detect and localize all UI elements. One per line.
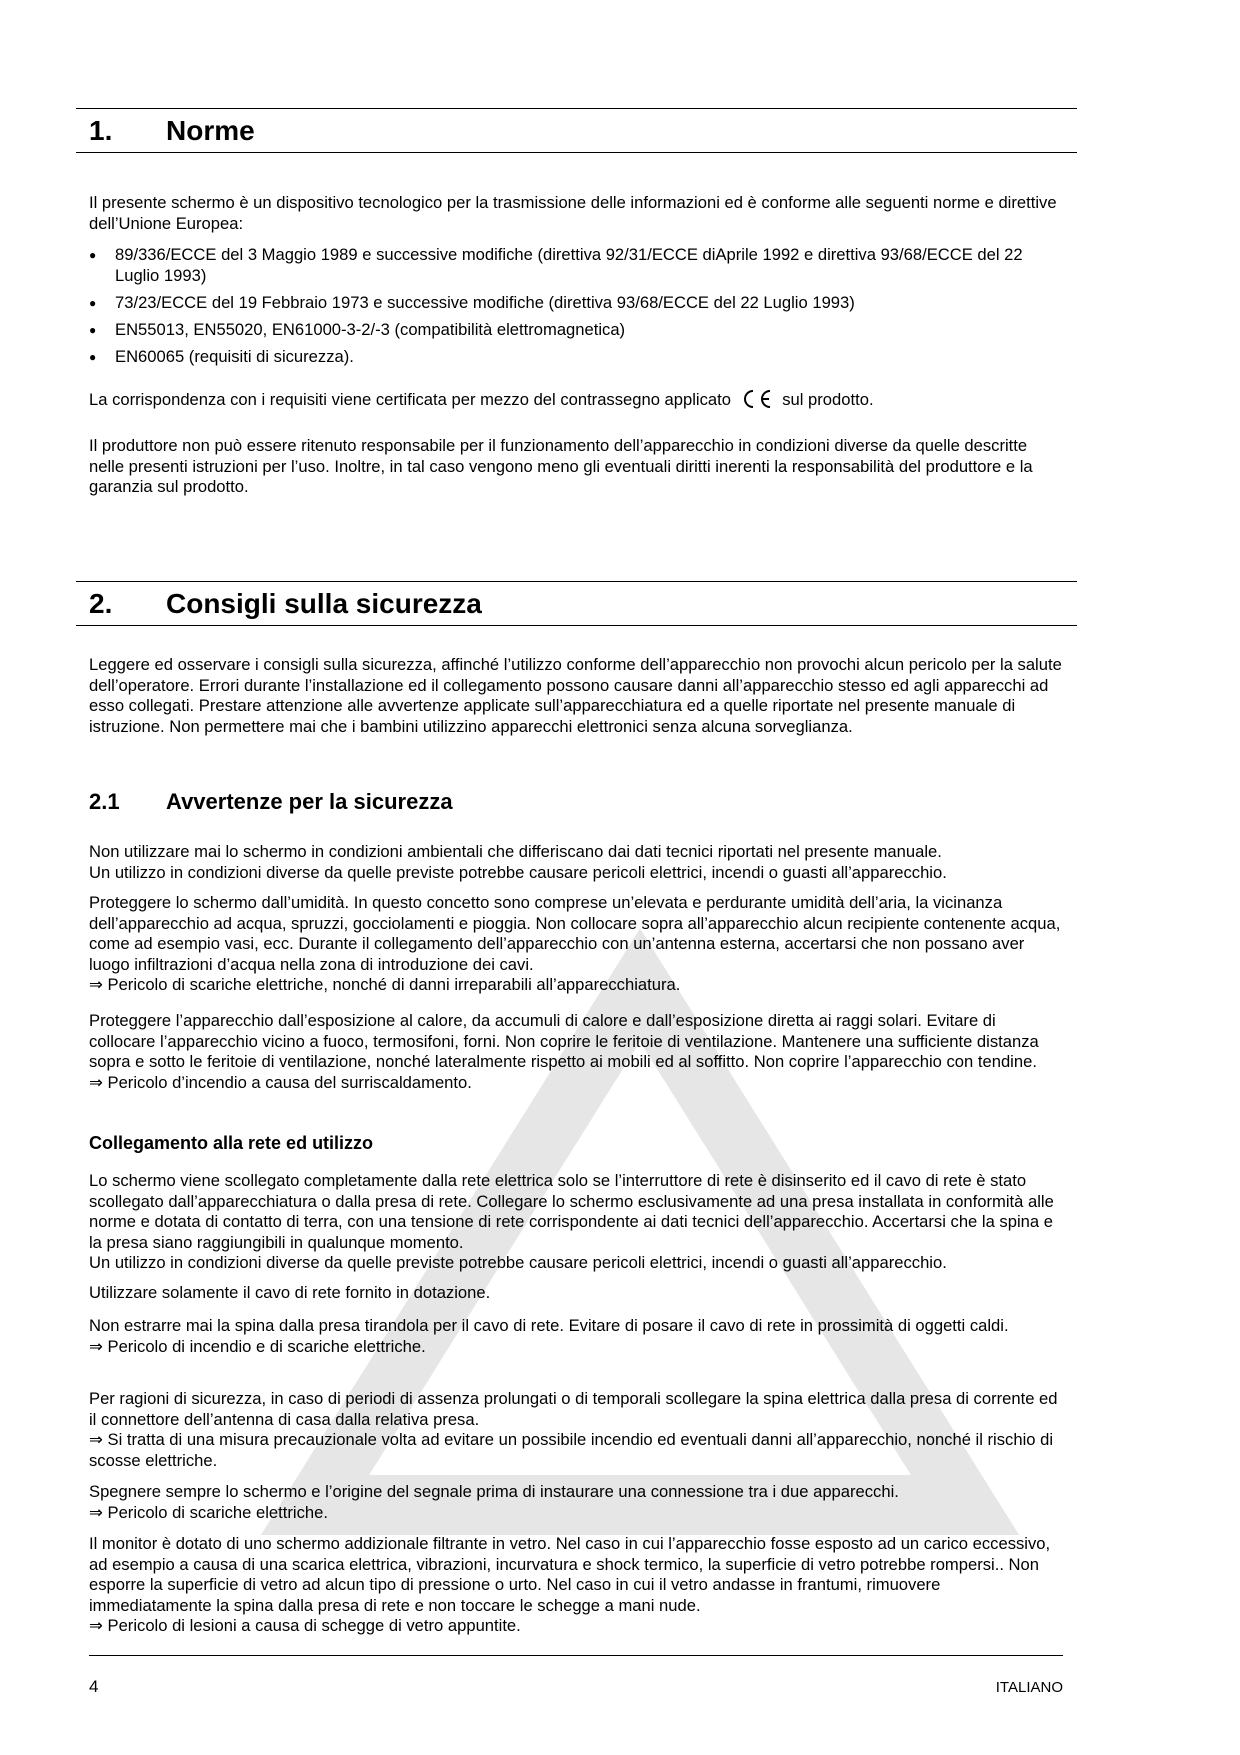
humidity-warning: ⇒ Pericolo di scariche elettriche, nonché di danni irreparabili all’apparecchiatura. bbox=[89, 975, 681, 995]
subsection-2-1-title: Avvertenze per la sicurezza bbox=[166, 789, 453, 814]
heat-paragraph bbox=[89, 1011, 1064, 1093]
heat-text: Proteggere l’apparecchio dall’esposizione al calore, da accumuli di calore e dall’esposizione diretta ai raggi solari. Evitare di collocare l’apparecchio vicino a fuoco, termosifoni, forni. Non coprire le feritoie di ventilazione. Mantenere una sufficiente distanza sopra e sotto le feritoie di ventilazione, nonché lateralmente rispetto ai mobili ed al soffitto. Non coprire l’apparecchio con tendine. bbox=[89, 1011, 1039, 1072]
switch-off-text: Spegnere sempre lo schermo e l’origine del segnale prima di instaurare una connessione tra i due apparecchi. bbox=[89, 1482, 899, 1501]
liability-text: Il produttore non può essere ritenuto responsabile per il funzionamento dell’apparecchio in condizioni diverse da quelle descritte nelle presenti istruzioni per l’uso. Inoltre, in tal caso vengono meno gli eventuali diritti inerenti la responsabilità del produttore e la garanzia sul prodotto. bbox=[89, 436, 1033, 497]
environment-warning-text: Un utilizzo in condizioni diverse da quelle previste potrebbe causare pericoli elettrici, incendi o guasti all’apparecchio. bbox=[89, 862, 947, 882]
section-2-intro-text: Leggere ed osservare i consigli sulla sicurezza, affinché l’utilizzo conforme dell’apparecchio non provochi alcun pericolo per la salute dell’operatore. Errori durante l’installazione ed il collegamento possono causare danni all’apparecchio stesso ed agli apparecchi ad esso collegati. Prestare attenzione alle avvertenze applicate sull’apparecchiatura ed a quelle riportate nel presente manuale di istruzione. Non permettere mai che i bambini utilizzino apparecchi elettronici senza alcuna sorveglianza. bbox=[89, 655, 1062, 736]
plug-paragraph bbox=[89, 1316, 1064, 1357]
absence-text: Per ragioni di sicurezza, in caso di periodi di assenza prolungati o di temporali scollegare la spina elettrica dalla presa di corrente ed il connettore dell’antenna di casa dalla relativa presa. bbox=[89, 1389, 1058, 1429]
section-2-heading bbox=[76, 581, 1077, 626]
subsection-2-1-number: 2.1 bbox=[89, 789, 120, 814]
glass-text: Il monitor è dotato di uno schermo addizionale filtrante in vetro. Nel caso in cui l’apparecchio fosse esposto ad un carico eccessivo, ad esempio a causa di una scarica elettrica, vibrazioni, incurvatura e shock termico, la superficie di vetro potrebbe rompersi.. Non esporre la superficie di vetro ad alcun tipo di pressione o urto. Nel caso in cui il vetro andasse in frantumi, rimuovere immediatamente la spina dalla presa di rete e non toccare le schegge a mani nude. bbox=[89, 1534, 1051, 1615]
ce-statement-after: sul prodotto. bbox=[782, 390, 874, 409]
list-item: ● 73/23/ECCE del 19 Febbraio 1973 e successive modifiche (direttiva 93/68/ECCE del 22 Luglio 1993) bbox=[89, 293, 1064, 314]
liability-paragraph bbox=[89, 436, 1064, 498]
norms-list bbox=[89, 245, 1064, 374]
footer-divider bbox=[89, 1655, 1063, 1656]
plug-warning: ⇒ Pericolo di incendio e di scariche elettriche. bbox=[89, 1336, 426, 1356]
glass-paragraph bbox=[89, 1534, 1064, 1637]
section-2-title: Consigli sulla sicurezza bbox=[166, 588, 482, 619]
heat-warning: ⇒ Pericolo d’incendio a causa del surriscaldamento. bbox=[89, 1072, 472, 1092]
humidity-text: Proteggere lo schermo dall’umidità. In questo concetto sono comprese un’elevata e perdurante umidità dell’aria, la vicinanza dell’apparecchio ad acqua, spruzzi, gocciolamenti e pioggia. Non collocare sopra all’apparecchio alcun recipiente contenente acqua, come ad esempio vasi, ecc. Durante il collegamento dell’apparecchio con un’antenna esterna, accertarsi che non possano aver luogo infiltrazioni d’acqua nella zona di introduzione dei cavi. bbox=[89, 893, 1061, 974]
absence-paragraph bbox=[89, 1389, 1064, 1471]
power-connection-paragraph bbox=[89, 1171, 1064, 1274]
ce-mark-icon bbox=[740, 389, 774, 409]
footer-language: ITALIANO bbox=[995, 1679, 1063, 1696]
subsection-2-1-heading bbox=[89, 789, 453, 815]
section-2-number: 2. bbox=[89, 588, 113, 619]
power-connection-text: Lo schermo viene scollegato completamente dalla rete elettrica solo se l’interruttore di rete è disinserito ed il cavo di rete è stato scollegato dall’apparecchiatura o dalla presa di rete. Collegare lo schermo esclusivamente ad una presa installata in conformità alle norme e dotata di contatto di terra, con una tensione di rete corrispondente ai dati tecnici dell’apparecchio. Accertarsi che la spina e la presa siano raggiungibili in qualunque momento. bbox=[89, 1171, 1054, 1252]
page-number: 4 bbox=[89, 1677, 99, 1696]
ce-statement-before: La corrispondenza con i requisiti viene certificata per mezzo del contrassegno applicato bbox=[89, 390, 731, 409]
list-item: ● EN55013, EN55020, EN61000-3-2/-3 (compatibilità elettromagnetica) bbox=[89, 320, 1064, 341]
list-item: ● 89/336/ECCE del 3 Maggio 1989 e successive modifiche (direttiva 92/31/ECCE diAprile 1992 e direttiva 93/68/ECCE del 22 Luglio 1993) bbox=[89, 245, 1064, 286]
power-connection-heading: Collegamento alla rete ed utilizzo bbox=[89, 1133, 374, 1153]
list-item: ● EN60065 (requisiti di sicurezza). bbox=[89, 347, 1064, 368]
humidity-paragraph bbox=[89, 893, 1064, 996]
environment-paragraph bbox=[89, 842, 1064, 883]
section-1-number: 1. bbox=[89, 115, 113, 146]
switch-off-paragraph bbox=[89, 1482, 1064, 1523]
plug-text: Non estrarre mai la spina dalla presa tirandola per il cavo di rete. Evitare di posare il cavo di rete in prossimità di oggetti caldi. bbox=[89, 1316, 1009, 1335]
section-1-intro-text: Il presente schermo è un dispositivo tecnologico per la trasmissione delle informazioni ed è conforme alle seguenti norme e direttive dell’Unione Europea: bbox=[89, 193, 1057, 233]
absence-warning: ⇒ Si tratta di una misura precauzionale volta ad evitare un possibile incendio ed eventuali danni all’apparecchio, nonché il rischio di scosse elettriche. bbox=[89, 1430, 1054, 1470]
power-connection-warning-text: Un utilizzo in condizioni diverse da quelle previste potrebbe causare pericoli elettrici, incendi o guasti all’apparecchio. bbox=[89, 1253, 947, 1273]
section-2-intro bbox=[89, 655, 1064, 737]
power-cable-text: Utilizzare solamente il cavo di rete fornito in dotazione. bbox=[89, 1283, 491, 1302]
power-cable-paragraph bbox=[89, 1283, 1064, 1304]
section-1-title: Norme bbox=[166, 115, 255, 146]
switch-off-warning: ⇒ Pericolo di scariche elettriche. bbox=[89, 1502, 328, 1522]
ce-statement bbox=[89, 389, 1064, 411]
section-1-intro bbox=[89, 193, 1064, 234]
section-1-heading bbox=[76, 108, 1077, 153]
environment-text: Non utilizzare mai lo schermo in condizioni ambientali che differiscano dai dati tecnici riportati nel presente manuale. bbox=[89, 842, 942, 861]
glass-warning: ⇒ Pericolo di lesioni a causa di schegge di vetro appuntite. bbox=[89, 1616, 521, 1636]
